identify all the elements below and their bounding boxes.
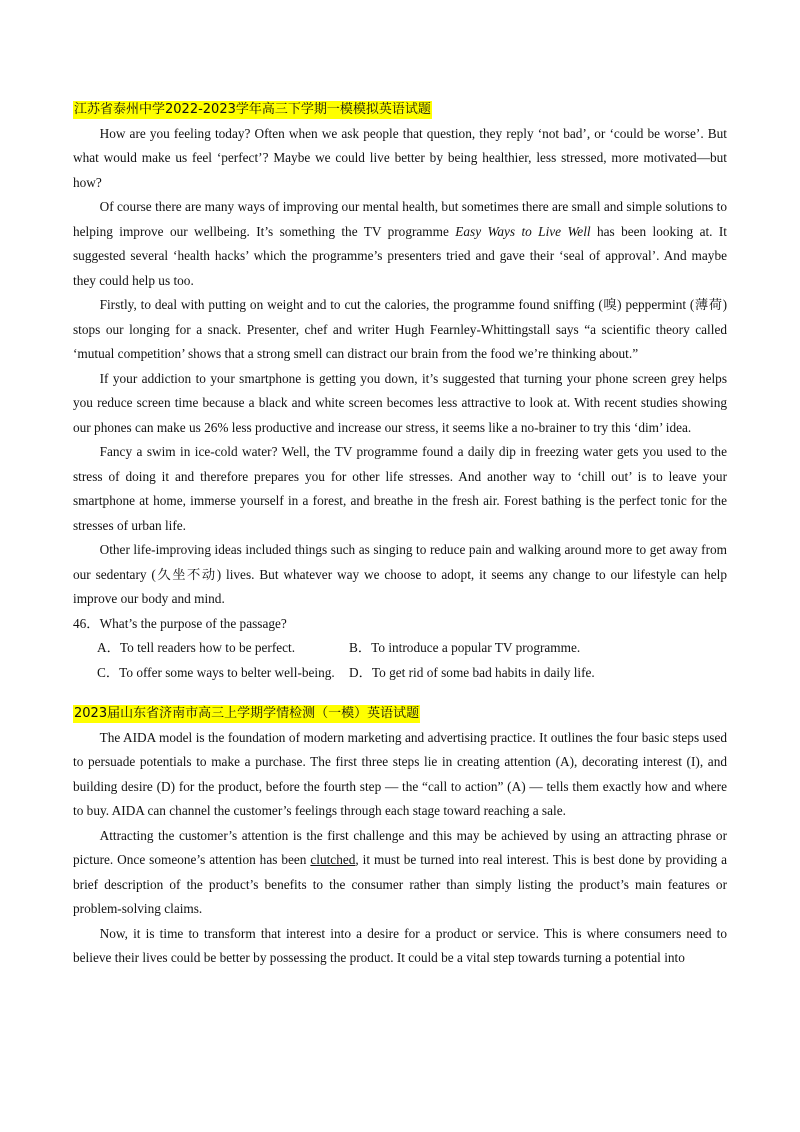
- document-page: [73, 97, 727, 971]
- underlined-word: clutched: [310, 852, 356, 867]
- paragraph: How are you feeling today? Often when we ask people that question, they reply ‘not bad’, or ‘could be worse’. But what would make us feel ‘perfect’? Maybe we could live better by being healthier, less stressed, more motivated—but how?: [73, 125, 727, 190]
- paragraph: [73, 195, 727, 293]
- paragraph: Other life-improving ideas included things such as singing to reduce pain and walking around more to get away from our sedentary (久坐不动) lives. But whatever way we choose to adopt, it seems any change to our lifestyle can help improve our body and mind.: [73, 542, 727, 606]
- section-jinan: [73, 701, 727, 971]
- paragraph-text: , it must be turned into real interest. This is best done by providing a brief description of the product’s benefits to the consumer rather than simply listing the product’s main features or problem-solving claims.: [73, 852, 727, 916]
- option-d: D．To get rid of some bad habits in daily life.: [349, 664, 595, 680]
- section-heading: 江苏省泰州中学2022-2023学年高三下学期一模模拟英语试题: [74, 102, 431, 117]
- paragraph: If your addiction to your smartphone is getting you down, it’s suggested that turning your phone screen grey helps you reduce screen time because a black and white screen becomes less attractive to look at. With recent studies showing our phones can make us 26% less productive and increase our stress, it seems like a no-brainer to try this ‘dim’ idea.: [73, 370, 727, 435]
- option-b: B．To introduce a popular TV programme.: [349, 640, 581, 655]
- option-c: C．To offer some ways to belter well-being.: [97, 664, 335, 680]
- paragraph: Fancy a swim in ice-cold water? Well, the TV programme found a daily dip in freezing water gets you used to the stress of doing it and therefore prepares you for other life stresses. And another way to ‘chill out’ is to leave your smartphone at home, immerse yourself in a forest, and breathe in the fresh air. Forest bathing is the perfect tonic for the stresses of urban life.: [73, 444, 727, 533]
- paragraph-text: Attracting the customer’s attention is the first challenge and this may be achieved by using an attracting phrase or picture. Once someone’s attention has been: [73, 827, 727, 867]
- question-46: 46．What’s the purpose of the passage?: [73, 615, 287, 631]
- paragraph-text: has been looking at. It suggested several ‘health hacks’ which the programme’s presenters tried and gave their ‘seal of approval’. And maybe they could help us too.: [73, 223, 727, 288]
- paragraph: Firstly, to deal with putting on weight and to cut the calories, the programme found sniffing (嗅) peppermint (薄荷) stops our longing for a snack. Presenter, chef and writer Hugh Fearnley-Whittingstall says “a scientific theory called ‘mutual competition’ shows that a strong smell can distract our brain from the food we’re thinking about.”: [73, 297, 727, 361]
- paragraph-text: Of course there are many ways of improving our mental health, but sometimes there are small and simple solutions to helping improve our wellbeing. It’s something the TV programme: [73, 199, 727, 239]
- section-taizhou: [73, 97, 727, 685]
- answer-options: [73, 636, 727, 685]
- paragraph: The AIDA model is the foundation of modern marketing and advertising practice. It outlines the four basic steps used to persuade potentials to make a purchase. The first three steps lie in creating attention (A), decorating interest (I), and building desire (D) for the product, before the fourth step — the “call to action” (A) — tells them exactly how and where to buy. AIDA can channel the customer’s feelings through each stage toward reaching a sale.: [73, 729, 727, 818]
- programme-title: Easy Ways to Live Well: [455, 223, 591, 239]
- section-heading: 2023届山东省济南市高三上学期学情检测（一模）英语试题: [74, 706, 420, 721]
- option-a: A．To tell readers how to be perfect.: [97, 640, 296, 655]
- paragraph: Now, it is time to transform that interest into a desire for a product or service. This is where consumers need to believe their lives could be better by possessing the product. It could be a vital step towards turning a potential into: [73, 925, 727, 965]
- paragraph: [73, 824, 727, 922]
